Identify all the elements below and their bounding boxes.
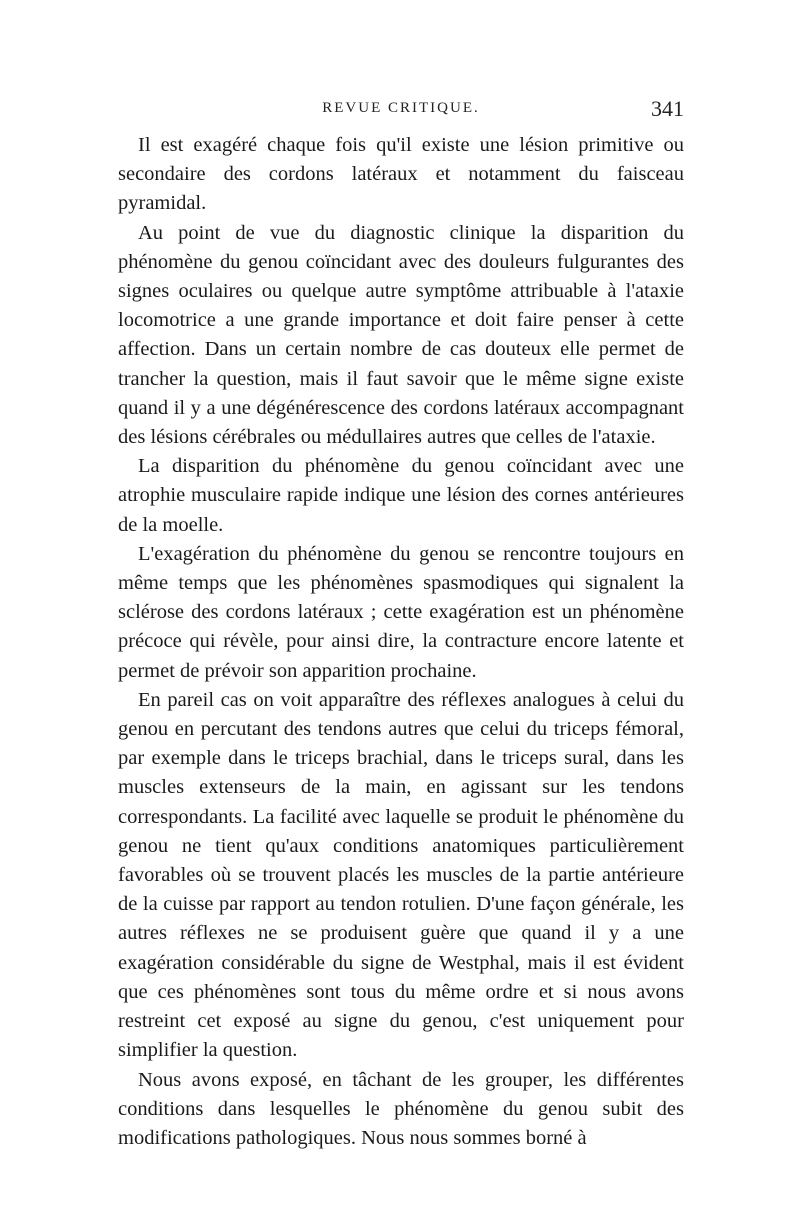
body-text (118, 131, 684, 1153)
paragraph: L'exagération du phénomène du genou se rencontre toujours en même temps que les phénomènes spasmodiques qui signalent la sclérose des cordons latéraux ; cette exagération est un phénomène précoce qui révèle, pour ainsi dire, la contracture encore latente et permet de prévoir son apparition prochaine. (118, 542, 684, 682)
paragraph: La disparition du phénomène du genou coïncidant avec une atrophie musculaire rapide indique une lésion des cornes antérieures de la moelle. (118, 455, 684, 536)
paragraph: En pareil cas on voit apparaître des réflexes analogues à celui du genou en percutant des tendons autres que celui du triceps fémoral, par exemple dans le triceps brachial, dans le triceps sural, dans les muscles extenseurs de la main, en agissant sur les tendons correspondants. La facilité avec laquelle se produit le phénomène du genou ne tient qu'aux conditions anatomiques particulièrement favorables où se trouvent placés les muscles de la partie antérieure de la cuisse par rapport au tendon rotulien. D'une façon générale, les autres réflexes ne se produisent guère que quand il y a une exagération considérable du signe de Westphal, mais il est évident que ces phénomènes sont tous du même ordre et si nous avons restreint cet exposé au signe du genou, c'est uniquement pour simplifier la question. (118, 688, 684, 1062)
running-head: REVUE CRITIQUE. (322, 100, 480, 116)
paragraph: Au point de vue du diagnostic clinique la disparition du phénomène du genou coïncidant avec des douleurs fulgurantes des signes oculaires ou quelque autre symptôme attribuable à l'ataxie locomotrice a une grande importance et doit faire penser à cette affection. Dans un certain nombre de cas douteux elle permet de trancher la question, mais il faut savoir que le même signe existe quand il y a une dégénérescence des cordons latéraux accompagnant des lésions cérébrales ou médullaires autres que celles de l'ataxie. (118, 221, 684, 449)
page-header (118, 96, 684, 126)
paragraph: Il est exagéré chaque fois qu'il existe une lésion primitive ou secondaire des cordons latéraux et notamment du faisceau pyramidal. (118, 134, 684, 215)
paragraph: Nous avons exposé, en tâchant de les grouper, les différentes conditions dans lesquelles le phénomène du genou subit des modifications pathologiques. Nous nous sommes borné à (118, 1068, 684, 1149)
page-number: 341 (651, 96, 684, 121)
